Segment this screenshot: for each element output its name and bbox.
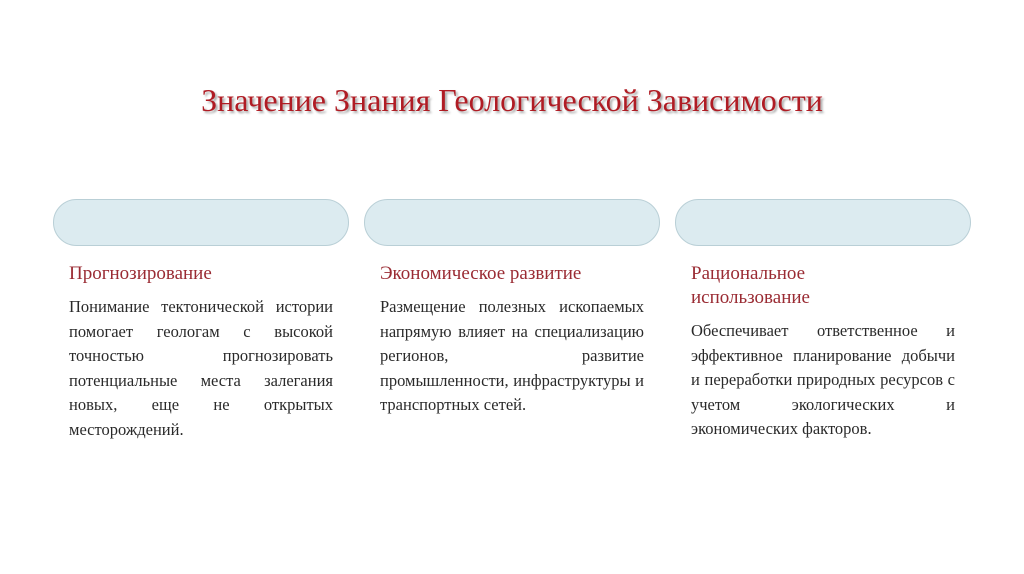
column-rational-use [691, 262, 955, 442]
column-heading: Прогнозирование [69, 263, 212, 284]
column-1-pill [53, 199, 349, 246]
column-text: Обеспечивает ответственное и эффективное планирование добычи и переработки природных ресурсов с учетом экологических и экономических факторов. [691, 321, 955, 438]
column-3-pill [675, 199, 971, 246]
column-text: Понимание тектонической истории помогает геологам с высокой точностью прогнозировать потенциальные места залегания новых, еще не открытых месторождений. [69, 297, 333, 439]
column-text: Размещение полезных ископаемых напрямую влияет на специализацию регионов, развитие промышленности, инфраструктуры и транспортных сетей. [380, 297, 644, 414]
slide-title: Значение Знания Геологической Зависимости [201, 82, 823, 118]
column-2-pill [364, 199, 660, 246]
column-prognosis [69, 262, 333, 442]
column-economic-development [380, 262, 644, 418]
column-heading: Рациональное использование [691, 263, 810, 308]
column-heading: Экономическое развитие [380, 263, 582, 284]
